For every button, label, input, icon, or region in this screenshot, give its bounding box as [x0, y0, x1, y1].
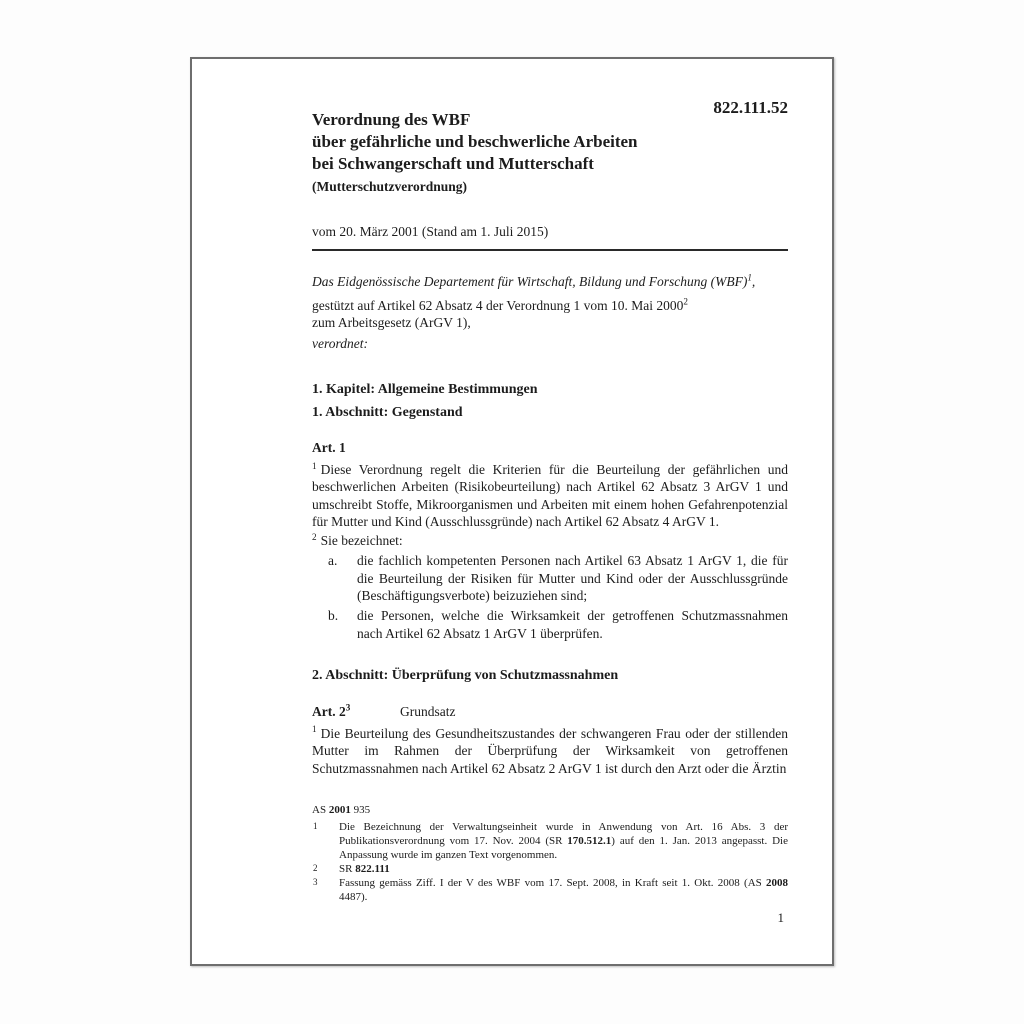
list-item-label: a.: [328, 553, 338, 569]
preamble-enacts: verordnet:: [312, 336, 368, 351]
document-title: [312, 109, 788, 175]
article-title: Grundsatz: [400, 703, 456, 719]
footnote-text: SR 822.111: [339, 862, 390, 875]
paragraph-text: Diese Verordnung regelt die Kriterien für die Beurteilung der gefährlichen und beschwerlichen Arbeiten (Risikobeurteilung) nach Artikel 62 Absatz 3 ArGV 1 und umschreibt Stoffe, Mikroorganismen und Arbeiten mit einem hohen Gefahrenpotenzial für Mutter und Kind (Ausschlussgründe) nach Artikel 62 Absatz 4 ArGV 1.: [312, 462, 788, 529]
footnote-text: Die Bezeichnung der Verwaltungseinheit wurde in Anwendung von Art. 16 Abs. 3 der Publikationsverordnung vom 17. Nov. 2004 (SR 170.512.1) auf den 1. Jan. 2013 angepasst. Die Anpassung wurde im ganzen Text vorgenommen.: [339, 820, 788, 861]
section-heading: 2. Abschnitt: Überprüfung von Schutzmassnahmen: [312, 667, 619, 683]
footnote-text: Fassung gemäss Ziff. I der V des WBF vom 17. Sept. 2008, in Kraft seit 1. Okt. 2008 (AS 2008 4487).: [339, 876, 788, 903]
document-subtitle: (Mutterschutzverordnung): [312, 179, 467, 194]
list-item-label: b.: [328, 608, 339, 624]
footnotes-block: [312, 803, 788, 904]
paragraph-marker: 2: [312, 531, 317, 542]
enumeration-list: [312, 552, 788, 641]
article-label: Art. $2^3$: [312, 702, 351, 719]
paragraph-marker: 1: [312, 460, 317, 471]
page-content: [312, 59, 788, 904]
footnote-marker: 1: [313, 820, 318, 831]
list-item-text: die Personen, welche die Wirksamkeit der getroffenen Schutzmassnahmen nach Artikel 62 Absatz 1 ArGV 1 überprüfen.: [357, 608, 788, 641]
title-line: Verordnung des WBF: [312, 110, 471, 129]
footnote-marker: 2: [313, 862, 318, 873]
paragraph-marker: 1: [312, 724, 317, 735]
paragraph-text: Die Beurteilung des Gesundheitszustandes der schwangeren Frau oder der stillenden Mutter im Rahmen der Überprüfung der Wirksamkeit von getroffenen Schutzmassnahmen nach Artikel 62 Absatz 2 ArGV 1 ist durch den Arzt oder die Ärztin: [312, 725, 788, 776]
footnote: [312, 876, 788, 904]
date-line: vom 20. März 2001 (Stand am 1. Juli 2015): [312, 224, 549, 239]
chapter-heading: 1. Kapitel: Allgemeine Bestimmungen: [312, 382, 538, 397]
section-heading: 1. Abschnitt: Gegenstand: [312, 405, 463, 420]
article-paragraph: [312, 532, 788, 549]
title-line: bei Schwangerschaft und Mutterschaft: [312, 154, 594, 173]
preamble-issuer: Das Eidgenössische Departement für Wirtschaft, Bildung und Forschung (WBF)$^1$,: [312, 272, 756, 289]
article-paragraph: [312, 461, 788, 530]
title-line: über gefährliche und beschwerliche Arbeiten: [312, 132, 638, 151]
footnote-marker: 3: [313, 876, 318, 887]
article-paragraph: [312, 725, 788, 777]
footnote: [312, 820, 788, 862]
paragraph-text: Sie bezeichnet:: [320, 533, 403, 549]
footnote-source: AS 2001 935: [312, 803, 371, 816]
article-heading: [312, 703, 788, 720]
preamble-basis: [312, 297, 788, 331]
footnote: [312, 862, 788, 876]
page-number: 1: [777, 910, 784, 925]
list-item: [312, 607, 788, 642]
preamble-basis-line: zum Arbeitsgesetz (ArGV 1),: [312, 315, 471, 330]
document-page: [190, 57, 834, 966]
article-label: Art. 1: [312, 440, 346, 455]
list-item-text: die fachlich kompetenten Personen nach Artikel 63 Absatz 1 ArGV 1, die für die Beurteilung der Risiken für Mutter und Kind oder der Ausschlussgründe (Beschäftigungsverbote) beizuziehen sind;: [357, 553, 788, 604]
preamble-basis-line: gestützt auf Artikel 62 Absatz 4 der Verordnung 1 vom 10. Mai 2000$^2$: [312, 296, 688, 313]
law-number: 822.111.52: [713, 98, 788, 117]
list-item: [312, 552, 788, 604]
header-rule: [312, 249, 788, 251]
